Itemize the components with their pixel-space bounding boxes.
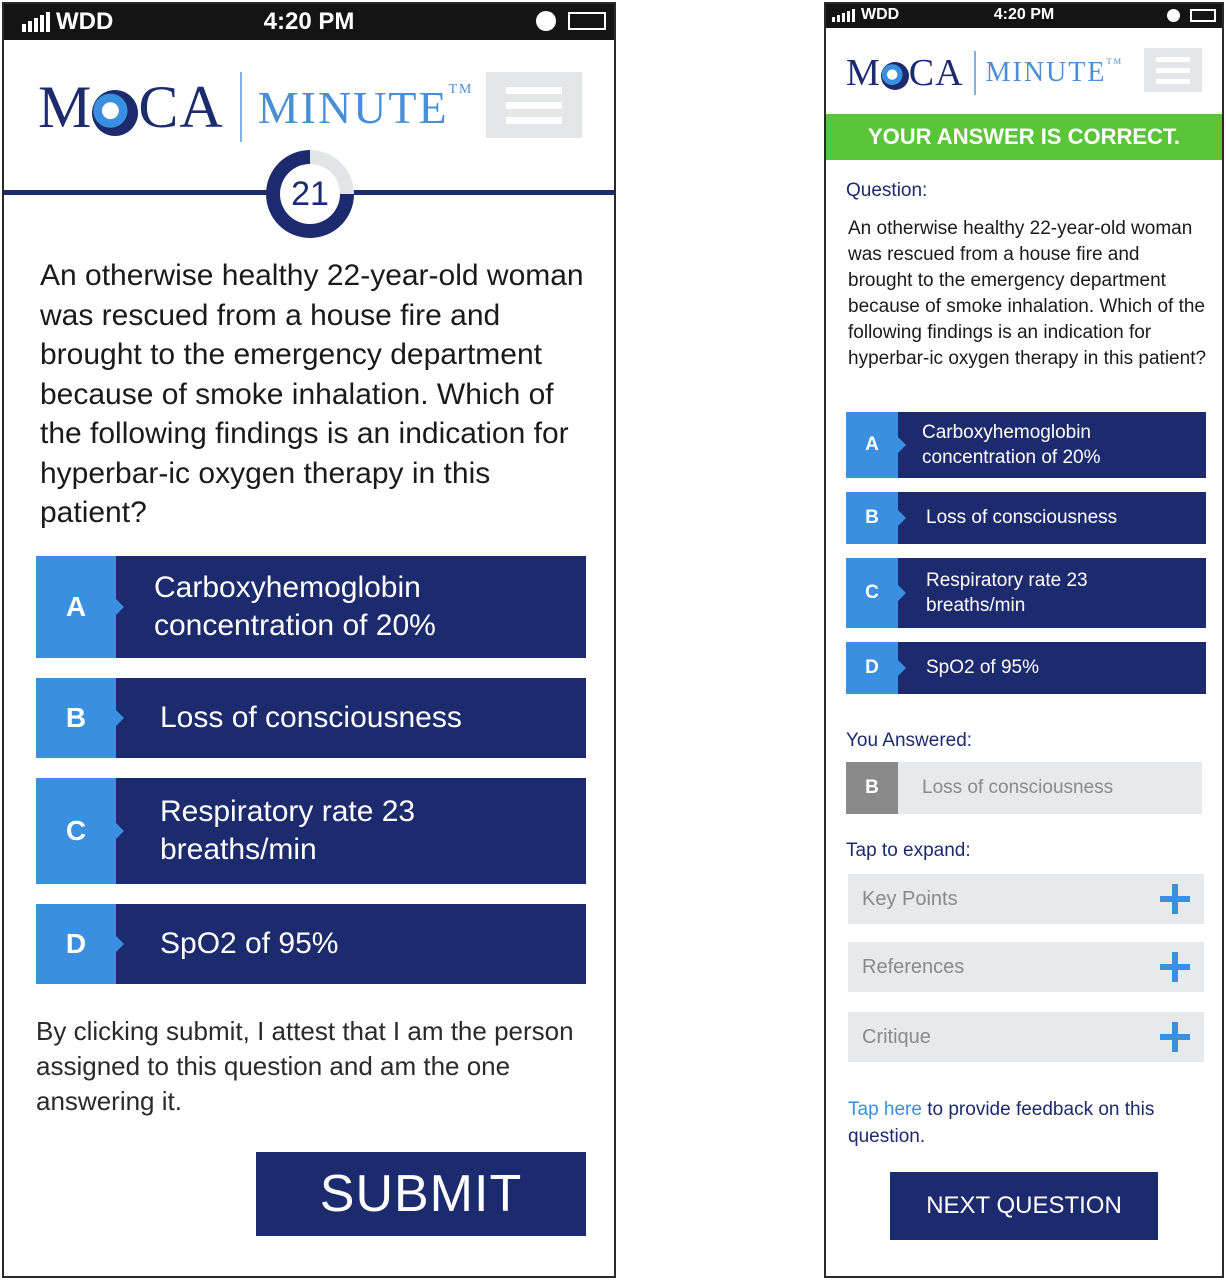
answered-text: Loss of consciousness: [922, 777, 1114, 798]
choice-letter: C: [846, 558, 898, 628]
choice-a[interactable]: [36, 556, 586, 658]
question-label: Question:: [846, 180, 928, 201]
menu-button[interactable]: [1144, 48, 1202, 92]
expander-label: Key Points: [862, 887, 958, 910]
choice-d[interactable]: [36, 904, 586, 984]
choice-letter: B: [846, 492, 898, 544]
question-counter-ring: [266, 150, 354, 238]
answered-choice: [846, 762, 1202, 814]
plus-icon: [1160, 952, 1190, 982]
status-bar: [4, 4, 614, 40]
choice-label: Loss of consciousness: [926, 507, 1118, 528]
question-text: An otherwise healthy 22-year-old woman was rescued from a house fire and brought to the emergency department because of smoke inhalation. Which of the following findings is an indication for hyperbar-ic oxygen therapy in this patient?: [40, 259, 584, 529]
choice-label: Loss of consciousness: [160, 701, 462, 734]
attestation-text: By clicking submit, I attest that I am the person assigned to this question and am the one answering it.: [36, 1016, 574, 1116]
status-bar: [826, 4, 1222, 28]
submit-button[interactable]: SUBMIT: [256, 1152, 586, 1236]
choice-a[interactable]: [846, 412, 1206, 478]
choice-letter: C: [36, 778, 116, 884]
moca-minute-logo: M CA MINUTE™: [846, 52, 1124, 94]
choice-letter: A: [846, 412, 898, 478]
status-time: 4:20 PM: [263, 8, 355, 35]
choice-c[interactable]: [846, 558, 1206, 628]
choice-letter: A: [36, 556, 116, 658]
choice-b[interactable]: [846, 492, 1206, 544]
choice-label: Respiratory rate 23 breaths/min: [160, 795, 416, 866]
feedback-text: [848, 1096, 1204, 1150]
choice-c[interactable]: [36, 778, 586, 884]
choice-letter: D: [36, 904, 116, 984]
tap-to-expand-label: Tap to expand:: [846, 840, 971, 861]
critique-expander[interactable]: [848, 1012, 1204, 1062]
choice-label: Carboxyhemoglobin concentration of 20%: [922, 422, 1101, 468]
swirl-icon: [881, 62, 909, 90]
choice-label: SpO2 of 95%: [926, 657, 1040, 678]
choice-label: Respiratory rate 23 breaths/min: [926, 570, 1088, 616]
question-number: 21: [280, 164, 340, 224]
expander-label: Critique: [862, 1025, 931, 1048]
status-time: 4:20 PM: [993, 6, 1055, 23]
moca-minute-logo: M CA MINUTE™: [38, 70, 473, 144]
you-answered-label: You Answered:: [846, 730, 973, 751]
references-expander[interactable]: [848, 942, 1204, 992]
plus-icon: [1160, 884, 1190, 914]
answer-screen: [824, 2, 1224, 1278]
menu-button[interactable]: [486, 72, 582, 138]
carrier-name: WDD: [56, 8, 114, 35]
carrier-name: WDD: [861, 6, 900, 23]
key-points-expander[interactable]: [848, 874, 1204, 924]
clock-icon: [1167, 9, 1180, 22]
next-question-button[interactable]: NEXT QUESTION: [890, 1172, 1158, 1240]
answered-letter: B: [846, 762, 898, 814]
question-screen: [2, 2, 616, 1278]
feedback-link[interactable]: Tap here: [848, 1099, 922, 1120]
choice-letter: D: [846, 642, 898, 694]
swirl-icon: [92, 90, 138, 136]
question-text: An otherwise healthy 22-year-old woman was rescued from a house fire and brought to the emergency department because of smoke inhalation. Which of the following findings is an indication for hyperbar-ic oxygen therapy in this patient?: [848, 218, 1207, 369]
choice-label: SpO2 of 95%: [160, 927, 339, 960]
expander-label: References: [862, 955, 965, 978]
choice-letter: B: [36, 678, 116, 758]
clock-icon: [536, 11, 556, 31]
plus-icon: [1160, 1022, 1190, 1052]
choice-b[interactable]: [36, 678, 586, 758]
result-banner: YOUR ANSWER IS CORRECT.: [826, 114, 1222, 160]
feedback-sentence: to provide feedback on this question.: [848, 1099, 1155, 1147]
choice-d[interactable]: [846, 642, 1206, 694]
battery-icon: [568, 12, 606, 30]
choice-label: Carboxyhemoglobin concentration of 20%: [154, 571, 436, 642]
battery-icon: [1190, 9, 1216, 22]
